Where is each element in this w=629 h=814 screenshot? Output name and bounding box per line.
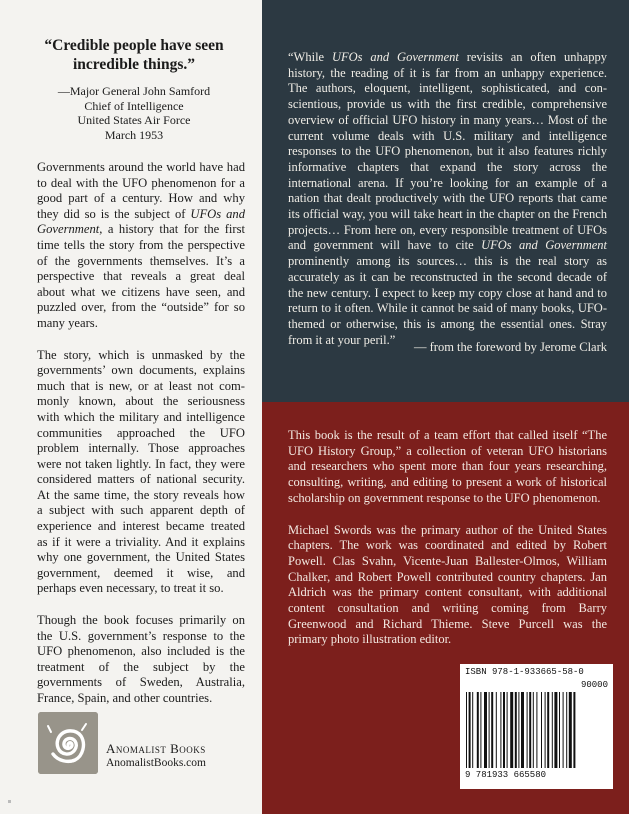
left-column bbox=[0, 0, 262, 814]
publisher-block bbox=[38, 712, 258, 782]
spiral-logo-icon bbox=[38, 712, 98, 774]
description-paragraph-2: The story, which is unmasked by the governments’ own documents, explains much that is new, or at least not commonly known, about the seriousness with which the military and intelligence communities approached the UFO problem internally. Those approaches were not taken lightly. In fact, they were considered matters of national security. At the same time, the story reveals how a subject with such apparent depth of experience and interest became treated as if it were a triviality. And it explains why one government, the United States government, deemed it wise, and perhaps even necessary, to treat it so. bbox=[37, 347, 245, 596]
info-text bbox=[288, 428, 607, 664]
info-paragraph-1: This book is the result of a team effort that called itself “The UFO History Group,” a collection of veteran UFO historians and researchers who spent more than four years researching, consulting, writing, and editing to present a work of historical scholarship on government response to the UFO phenomenon. bbox=[288, 428, 607, 505]
barcode bbox=[460, 664, 613, 789]
foreword-panel bbox=[262, 0, 629, 402]
trim-mark bbox=[8, 800, 11, 803]
publisher-name: Anomalist Books bbox=[106, 741, 206, 756]
barcode-digits: 9 781933 665580 bbox=[465, 770, 547, 780]
info-panel bbox=[262, 402, 629, 814]
description-paragraph-1: Governments around the world have had to deal with the UFO phenomenon for a good part of a century. How and why they did so is the subject of UFOs and Government, a history that for the first time tells the story from the perspective of the governments themselves. It’s a perspective that reveals a great deal about what we citizens have seen, and puzzled over, from the “outside” for so many years. bbox=[37, 160, 245, 330]
epigraph bbox=[24, 36, 244, 142]
epigraph-quote: “Credible people have seen incredible things.” bbox=[44, 37, 224, 73]
foreword-credit: — from the foreword by Jerome Clark bbox=[414, 340, 607, 354]
isbn-text: ISBN 978-1-933665-58-0 bbox=[465, 667, 584, 677]
publisher-url: AnomalistBooks.com bbox=[106, 757, 206, 769]
foreword-book-title-2: UFOs and Government bbox=[481, 238, 608, 253]
epigraph-title-2: United States Air Force bbox=[77, 113, 191, 128]
epigraph-title-1: Chief of Intelligence bbox=[84, 98, 184, 113]
description-paragraph-3: Though the book focuses primarily on the U.S. government’s response to the UFO phenomenon, also included is the treatment of the subject by the governments of Sweden, Australia, France, Spain, and other countries. bbox=[37, 613, 245, 705]
epigraph-name: —Major General John Samford bbox=[57, 84, 211, 98]
epigraph-date: March 1953 bbox=[104, 127, 164, 142]
epigraph-attribution bbox=[24, 84, 244, 142]
book-title: UFOs and Government bbox=[37, 206, 245, 237]
foreword-quote: “While UFOs and Government revisits an often unhappy history, the reading of it is far from an unhappy experience. The authors, eloquent, intelligent, sophisticated, and conscientious, provide us with the first credible, comprehensive overview of official UFO history in many years… Most of the current volume deals with U.S. military and intelligence responses to the UFO phenomenon, but it also features richly informative chapters that expand the story across the international arena. If you’re looking for an example of a nation that dealt productively with the UFO reports that came its official way, you will take heart in the chapter on the French projects… From here on, every responsible treatment of UFOs and government will have to cite UFOs and Government prominently among its sources… this is the real story as accurately as it can be reconstructed in the second decade of the new century. I expect to keep my copy close at hand and to return to it often. While it cannot be said of many books, UFO-themed or otherwise, this is among the essential ones. Stray from it at your peril.” bbox=[288, 50, 608, 347]
barcode-bars bbox=[466, 692, 607, 770]
price-code: 90000 bbox=[580, 680, 608, 690]
description-text bbox=[37, 160, 245, 723]
info-paragraph-2: Michael Swords was the primary author of the United States chapters. The work was coordinated and edited by Robert Powell. Clas Svahn, Vicente-Juan Ballester-Olmos, William Chalker, and Robert Powell contributed country chapters. Jan Aldrich was the primary content consultant, with additional content consultation and writing coming from Barry Greenwood and Richard Thieme. Steve Purcell was the primary photo illustration editor. bbox=[288, 522, 607, 647]
foreword-book-title: UFOs and Government bbox=[331, 50, 459, 64]
